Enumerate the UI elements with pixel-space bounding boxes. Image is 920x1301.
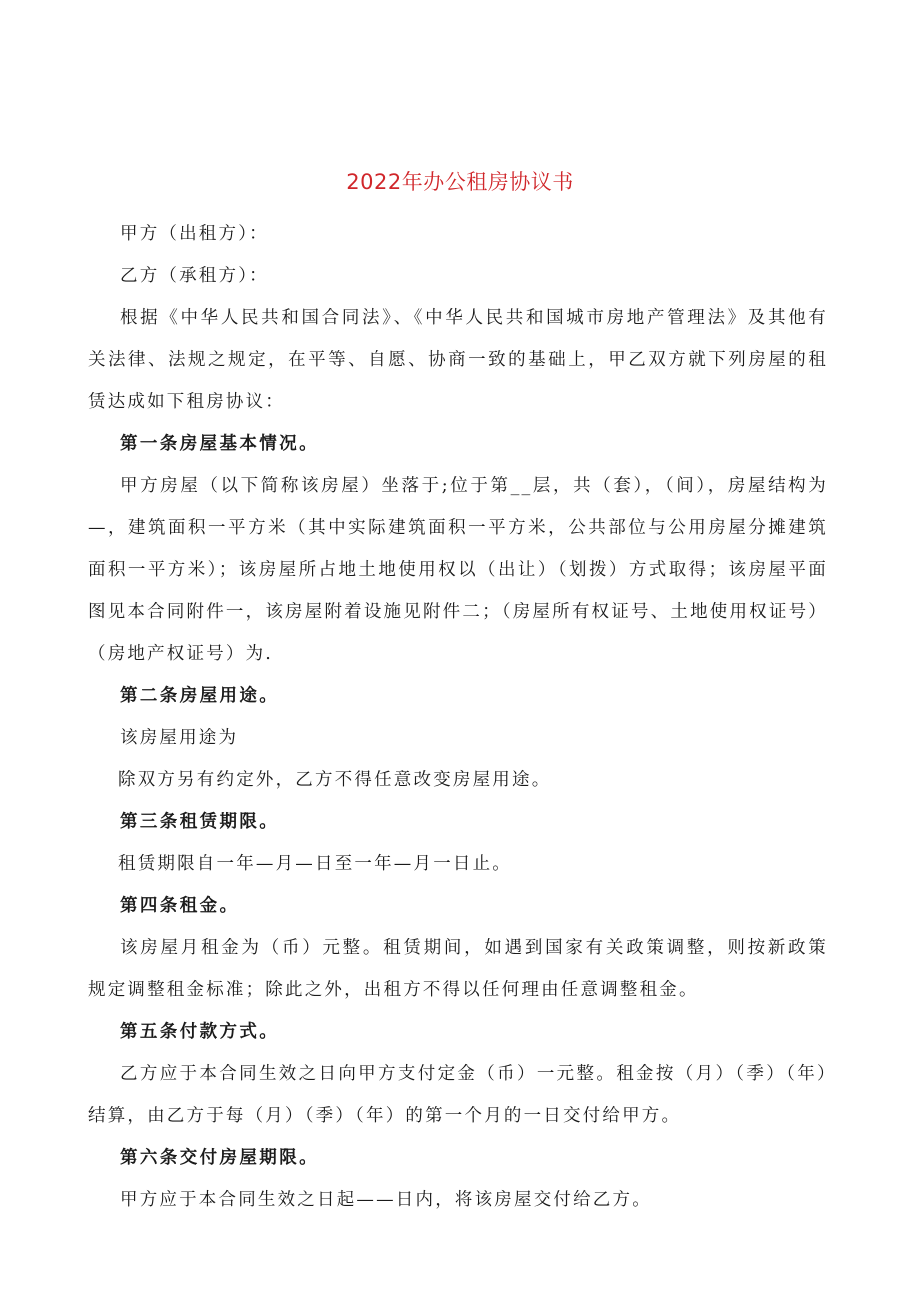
document-title: 2022年办公租房协议书	[346, 170, 574, 194]
section-5-paragraph: 乙方应于本合同生效之日向甲方支付定金（币）一元整。租金按（月）（季）（年）结算，由乙方于每（月）（季）（年）的第一个月的一日交付给甲方。	[88, 1064, 828, 1126]
section-4-paragraph: 该房屋月租金为（币）元整。租赁期间，如遇到国家有关政策调整，则按新政策规定调整租金标准；除此之外，出租方不得以任何理由任意调整租金。	[88, 938, 828, 1000]
section-2-paragraph-1: 该房屋用途为	[120, 728, 239, 748]
preamble-paragraph: 根据《中华人民共和国合同法》、《中华人民共和国城市房地产管理法》及其他有关法律、法规之规定，在平等、自愿、协商一致的基础上，甲乙双方就下列房屋的租赁达成如下租房协议：	[88, 308, 828, 412]
section-5-heading: 第五条付款方式。	[120, 1022, 280, 1042]
section-6-paragraph: 甲方应于本合同生效之日起——日内，将该房屋交付给乙方。	[120, 1190, 652, 1210]
section-3-paragraph: 租赁期限自一年—月—日至一年—月一日止。	[118, 854, 512, 874]
section-6-heading: 第六条交付房屋期限。	[120, 1148, 319, 1168]
section-1-paragraph: 甲方房屋（以下简称该房屋）坐落于;位于第__层，共（套），（间），房屋结构为—，建筑面积一平方米（其中实际建筑面积一平方米，公共部位与公用房屋分摊建筑面积一平方米）；该房屋所占地土地使用权以（出让）（划拨）方式取得；该房屋平面图见本合同附件一，该房屋附着设施见附件二；（房屋所有权证号、土地使用权证号）（房地产权证号）为.	[88, 476, 828, 664]
section-3-heading: 第三条租赁期限。	[120, 812, 280, 832]
party-a-line: 甲方（出租方）：	[120, 224, 269, 244]
section-1-heading: 第一条房屋基本情况。	[120, 434, 319, 454]
party-b-line: 乙方（承租方）：	[120, 266, 269, 286]
section-4-heading: 第四条租金。	[120, 896, 240, 916]
document-body	[88, 213, 828, 1221]
section-2-paragraph-2: 除双方另有约定外，乙方不得任意改变房屋用途。	[118, 770, 552, 790]
section-2-heading: 第二条房屋用途。	[120, 686, 280, 706]
